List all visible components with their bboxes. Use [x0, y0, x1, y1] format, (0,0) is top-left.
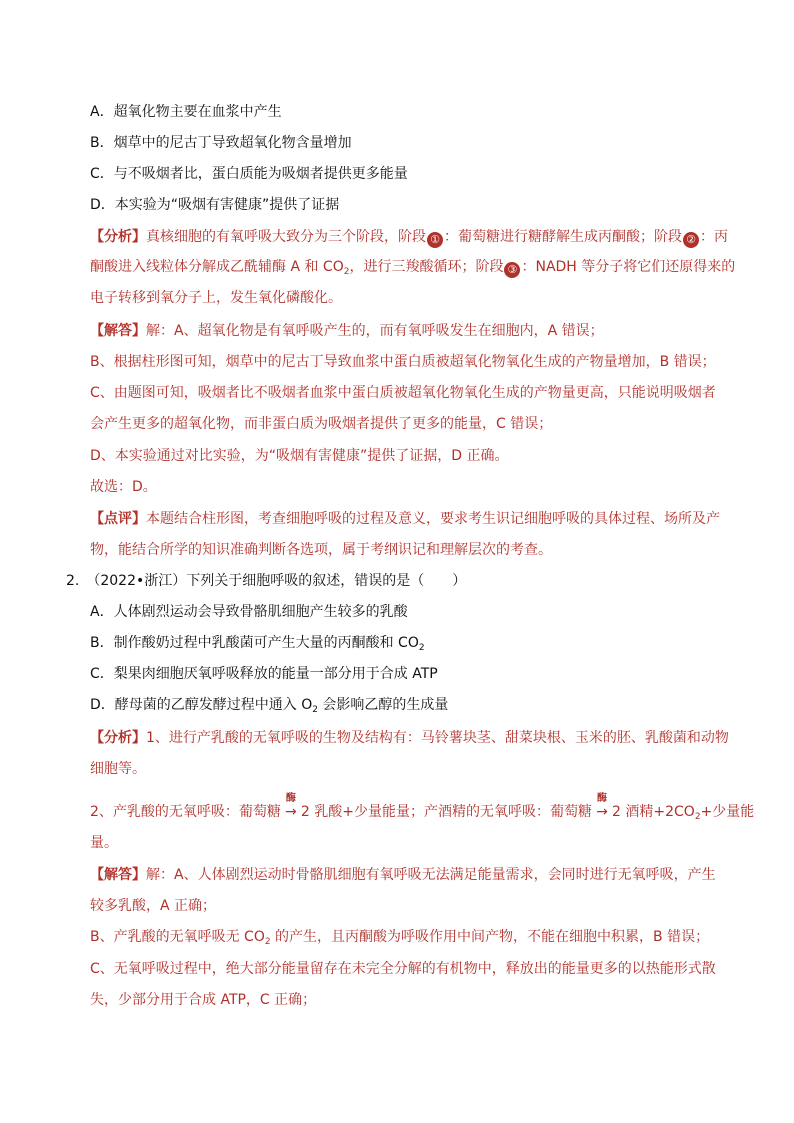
subscript: 2 — [312, 705, 318, 715]
q1-comment-line2: 物，能结合所学的知识准确判断各选项，属于考纲识记和理解层次的考查。 — [90, 542, 552, 558]
subscript: 2 — [343, 267, 350, 277]
answer-text: 解：A、超氧化物是有氧呼吸产生的，而有氧呼吸发生在细胞内，A 错误； — [146, 323, 604, 339]
analysis-tag: 【分析】 — [90, 229, 146, 245]
equation-text: 2、产乳酸的无氧呼吸：葡萄糖 — [90, 804, 281, 820]
q2-equations-line — [90, 793, 755, 822]
q2-answer-line4: C、无氧呼吸过程中，绝大部分能量留存在未完全分解的有机物中，释放出的能量更多的以热能形式散 — [90, 961, 716, 977]
q2-answer-line5: 失，少部分用于合成 ATP，C 正确； — [90, 992, 317, 1008]
equation-text: 2 酒精+2CO — [612, 804, 695, 820]
equation-text: 2 乳酸+少量能量；产酒精的无氧呼吸：葡萄糖 — [300, 804, 593, 820]
analysis-text: 酮酸进入线粒体分解成乙酰辅酶 A 和 CO — [90, 259, 344, 275]
q2-analysis-line1 — [90, 729, 729, 747]
analysis-text: 1、进行产乳酸的无氧呼吸的生物及结构有：马铃薯块茎、甜菜块根、玉米的胚、乳酸菌和动物 — [146, 730, 729, 746]
subscript: 2 — [418, 643, 425, 653]
arrow-icon: → — [285, 804, 297, 820]
answer-text: 解：A、人体剧烈运动时骨骼肌细胞有氧呼吸无法满足能量需求，会同时进行无氧呼吸，产生 — [146, 867, 716, 883]
q2-option-b — [90, 634, 425, 652]
enzyme-arrow — [592, 793, 612, 821]
q1-analysis-line2 — [90, 258, 735, 278]
q1-answer-line5: D、本实验通过对比实验，为“吸烟有害健康”提供了证据，D 正确。 — [90, 448, 509, 464]
analysis-text: ：葡萄糖进行糖酵解生成丙酮酸；阶段 — [444, 229, 682, 245]
q1-analysis-line3: 电子转移到氧分子上，发生氧化磷酸化。 — [90, 290, 342, 306]
answer-text: B、产乳酸的无氧呼吸无 CO — [90, 929, 265, 945]
comment-tag: 【点评】 — [90, 511, 146, 527]
answer-text: 的产生，且丙酮酸为呼吸作用中间产物，不能在细胞中积累，B 错误； — [270, 929, 710, 945]
q1-answer-line2: B、根据柱形图可知，烟草中的尼古丁导致血浆中蛋白质被超氧化物氧化生成的产物量增加，B 错误； — [90, 354, 716, 370]
q1-comment-line1 — [90, 510, 720, 528]
option-text: D．酵母菌的乙醇发酵过程中通入 O — [90, 697, 313, 713]
comment-text: 本题结合柱形图，考查细胞呼吸的过程及意义，要求考生识记细胞呼吸的具体过程、场所及产 — [146, 511, 720, 527]
enzyme-label: 酶 — [597, 793, 608, 804]
enzyme-label: 酶 — [285, 793, 296, 804]
q2-stem: 2. （2022•浙江）下列关于细胞呼吸的叙述，错误的是（ ） — [66, 573, 467, 589]
subscript: 2 — [694, 812, 701, 822]
stage-1-marker: ① — [427, 232, 443, 248]
option-text: 会影响乙醇的生成量 — [317, 697, 449, 713]
stage-3-marker: ③ — [504, 262, 520, 278]
q2-analysis-line2: 细胞等。 — [90, 761, 146, 777]
q1-answer-line3: C、由题图可知，吸烟者比不吸烟者血浆中蛋白质被超氧化物氧化生成的产物量更高，只能说明吸烟者 — [90, 385, 716, 401]
q1-answer-line6: 故选：D。 — [90, 479, 157, 495]
answer-tag: 【解答】 — [90, 323, 146, 339]
q1-option-c: C．与不吸烟者比，蛋白质能为吸烟者提供更多能量 — [90, 166, 408, 182]
stage-2-marker: ② — [683, 232, 699, 248]
q1-option-d: D．本实验为“吸烟有害健康”提供了证据 — [90, 197, 340, 213]
q2-option-c: C．梨果肉细胞厌氧呼吸释放的能量一部分用于合成 ATP — [90, 666, 438, 682]
q1-option-b: B．烟草中的尼古丁导致超氧化物含量增加 — [90, 135, 352, 151]
q2-equations-line2: 量。 — [90, 835, 118, 851]
option-text: B．制作酸奶过程中乳酸菌可产生大量的丙酮酸和 CO — [90, 635, 419, 651]
analysis-text: 真核细胞的有氧呼吸大致分为三个阶段，阶段 — [146, 229, 426, 245]
q1-analysis-line1 — [90, 228, 728, 248]
q2-option-a: A．人体剧烈运动会导致骨骼肌细胞产生较多的乳酸 — [90, 604, 408, 620]
analysis-text: ：丙 — [700, 229, 728, 245]
analysis-tag: 【分析】 — [90, 730, 146, 746]
answer-tag: 【解答】 — [90, 867, 146, 883]
q1-answer-line1 — [90, 322, 604, 340]
analysis-text: ：NADH 等分子将它们还原得来的 — [521, 259, 736, 275]
q1-option-a: A．超氧化物主要在血浆中产生 — [90, 104, 282, 120]
q1-answer-line4: 会产生更多的超氧化物，而非蛋白质为吸烟者提供了更多的能量，C 错误； — [90, 416, 553, 432]
q2-answer-line3 — [90, 928, 709, 946]
arrow-icon: → — [596, 804, 608, 820]
q2-answer-line2: 较多乳酸，A 正确； — [90, 898, 217, 914]
enzyme-arrow — [281, 793, 301, 821]
q2-option-d — [90, 696, 448, 714]
analysis-text: ，进行三羧酸循环；阶段 — [349, 259, 504, 275]
equation-text: +少量能 — [700, 804, 755, 820]
subscript: 2 — [264, 937, 271, 947]
q2-answer-line1 — [90, 866, 716, 884]
